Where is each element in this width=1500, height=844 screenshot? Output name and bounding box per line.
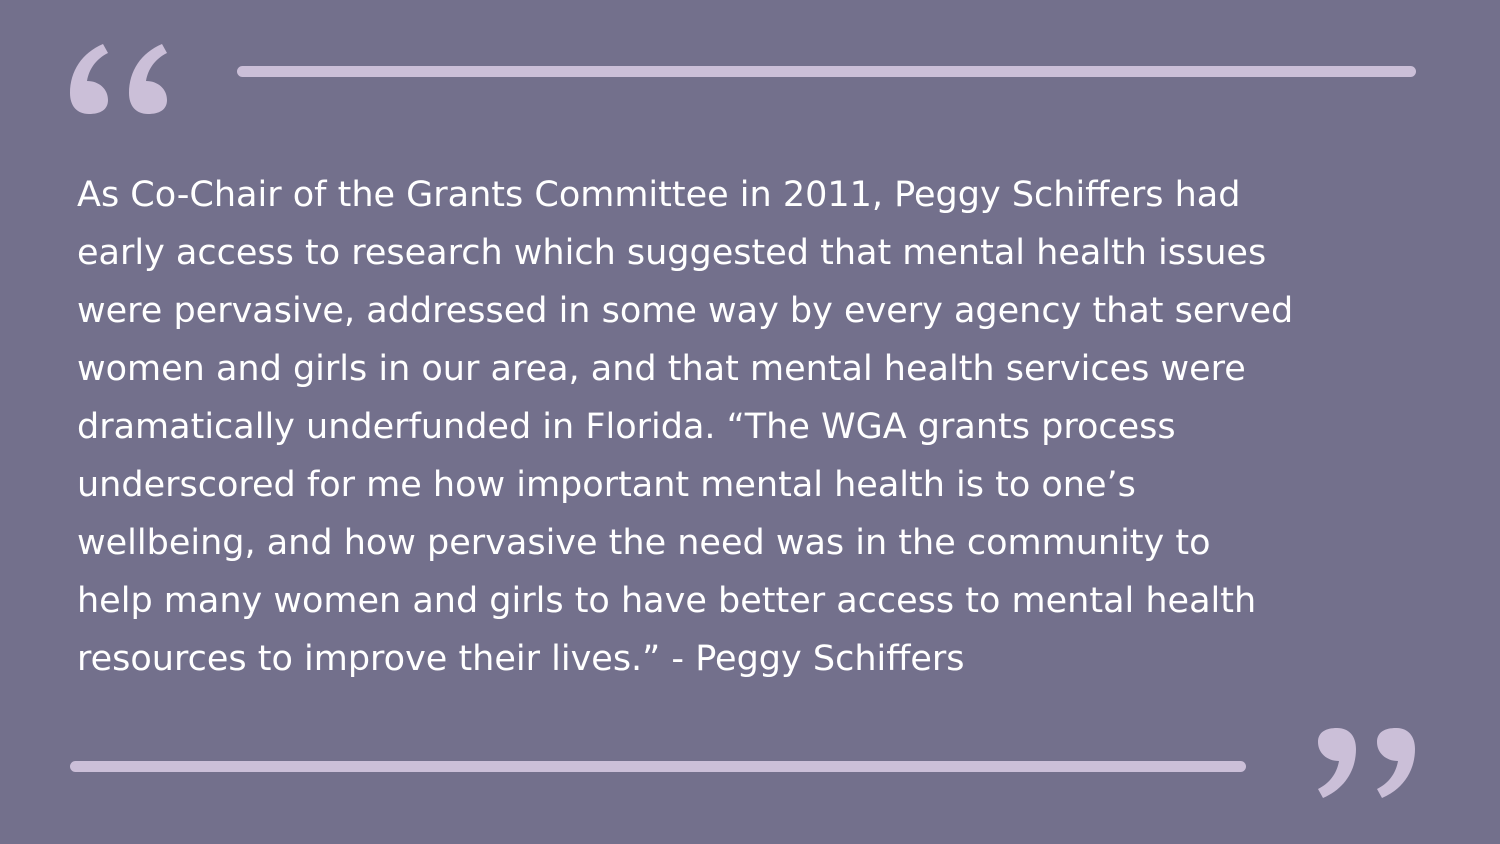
quote-line: underscored for me how important mental health is to one’s: [77, 465, 1136, 505]
quote-line: wellbeing, and how pervasive the need was in the community to: [77, 523, 1211, 563]
bottom-divider: [70, 761, 1246, 772]
top-divider: [237, 66, 1416, 77]
quote-line: were pervasive, addressed in some way by every agency that served: [77, 291, 1294, 331]
quote-line: early access to research which suggested that mental health issues: [77, 233, 1267, 273]
opening-quotation-mark-icon: [65, 42, 177, 114]
testimonial-quote: [77, 166, 1437, 688]
quote-line: resources to improve their lives.” - Peggy Schiffers: [77, 639, 965, 679]
closing-quotation-mark-icon: [1308, 728, 1420, 800]
quote-line: help many women and girls to have better access to mental health: [77, 581, 1257, 621]
quote-line: women and girls in our area, and that mental health services were: [77, 349, 1246, 389]
quote-line: As Co-Chair of the Grants Committee in 2011, Peggy Schiffers had: [77, 175, 1241, 215]
quote-line: dramatically underfunded in Florida. “The WGA grants process: [77, 407, 1176, 447]
